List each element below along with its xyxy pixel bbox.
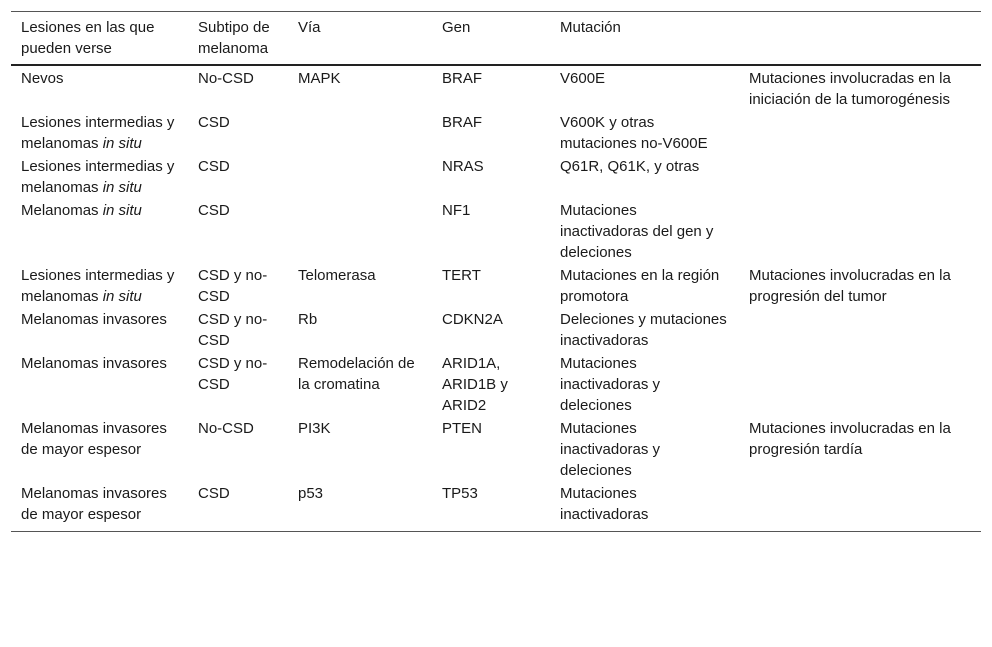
cell-mutacion: Q61R, Q61K, y otras [560, 158, 700, 175]
cell-subtipo: CSD y no-CSD [198, 355, 268, 393]
cell-via: Rb [298, 311, 318, 328]
cell-gen: BRAF [442, 70, 483, 87]
header-gen: Gen [442, 19, 471, 36]
table-header [11, 12, 981, 66]
cell-subtipo: CSD y no-CSD [198, 311, 268, 349]
cell-subtipo: No-CSD [198, 70, 254, 87]
cell-mutacion: V600E [560, 70, 606, 87]
cell-subtipo: No-CSD [198, 420, 254, 437]
cell-via: Remodelación de la cromatina [298, 355, 415, 393]
header-lesiones: Lesiones en las que pueden verse [21, 19, 155, 57]
cell-lesion-italic: in situ [102, 288, 142, 305]
cell-mutacion: Deleciones y mutaciones inactivadoras [560, 311, 727, 349]
table-row [11, 111, 981, 155]
cell-gen: NF1 [442, 202, 471, 219]
cell-lesion-italic: in situ [102, 135, 142, 152]
cell-lesion-italic: in situ [102, 179, 142, 196]
cell-lesion-text: Melanomas invasores [21, 355, 167, 372]
cell-subtipo: CSD [198, 485, 230, 502]
cell-gen: TP53 [442, 485, 478, 502]
cell-lesion [11, 65, 188, 111]
cell-nota [739, 111, 981, 155]
cell-lesion [11, 352, 188, 417]
cell-mutacion: Mutaciones en la región promotora [560, 267, 720, 305]
cell-lesion [11, 417, 188, 482]
cell-nota [739, 308, 981, 352]
header-notas [739, 12, 981, 66]
table-row [11, 417, 981, 482]
header-mutacion: Mutación [560, 19, 621, 36]
cell-gen: PTEN [442, 420, 483, 437]
cell-lesion [11, 308, 188, 352]
cell-lesion [11, 482, 188, 532]
cell-lesion-italic: in situ [102, 202, 142, 219]
cell-mutacion: Mutaciones inactivadoras [560, 485, 649, 523]
cell-lesion-text: Melanomas invasores de mayor espesor [21, 485, 167, 523]
cell-mutacion: Mutaciones inactivadoras del gen y deleciones [560, 202, 714, 261]
cell-gen: ARID1A, ARID1B y ARID2 [442, 355, 508, 414]
table-row [11, 65, 981, 111]
cell-lesion-text: Melanomas invasores [21, 311, 167, 328]
cell-lesion-text: Melanomas [21, 202, 103, 219]
table-row [11, 264, 981, 308]
cell-mutacion: V600K y otras mutaciones no-V600E [560, 114, 708, 152]
cell-gen: BRAF [442, 114, 483, 131]
cell-nota [739, 155, 981, 199]
cell-nota: Mutaciones involucradas en la progresión tardía [749, 420, 951, 458]
table-row [11, 308, 981, 352]
table-row [11, 199, 981, 264]
cell-via [288, 155, 432, 199]
cell-gen: TERT [442, 267, 481, 284]
cell-lesion-text: Melanomas invasores de mayor espesor [21, 420, 167, 458]
cell-subtipo: CSD [198, 114, 230, 131]
cell-nota [739, 352, 981, 417]
header-row [11, 12, 981, 66]
cell-via: PI3K [298, 420, 331, 437]
cell-nota [739, 482, 981, 532]
cell-lesion [11, 111, 188, 155]
cell-lesion-text: Lesiones intermedias y melanomas [21, 158, 175, 196]
cell-lesion [11, 264, 188, 308]
cell-mutacion: Mutaciones inactivadoras y deleciones [560, 355, 661, 414]
table-row [11, 352, 981, 417]
cell-subtipo: CSD [198, 158, 230, 175]
cell-via [288, 199, 432, 264]
cell-mutacion: Mutaciones inactivadoras y deleciones [560, 420, 661, 479]
cell-lesion-text: Lesiones intermedias y melanomas [21, 114, 175, 152]
cell-via: MAPK [298, 70, 341, 87]
header-via: Vía [298, 19, 321, 36]
cell-gen: NRAS [442, 158, 484, 175]
cell-nota [739, 199, 981, 264]
cell-lesion [11, 199, 188, 264]
cell-subtipo: CSD [198, 202, 230, 219]
cell-lesion-text: Lesiones intermedias y melanomas [21, 267, 175, 305]
table-row [11, 482, 981, 532]
header-subtipo: Subtipo de melanoma [198, 19, 270, 57]
table-body [11, 65, 981, 532]
mutation-table [11, 11, 981, 532]
cell-nota: Mutaciones involucradas en la iniciación de la tumorogénesis [749, 70, 951, 108]
table-row [11, 155, 981, 199]
cell-nota: Mutaciones involucradas en la progresión del tumor [749, 267, 951, 305]
cell-subtipo: CSD y no-CSD [198, 267, 268, 305]
cell-via: p53 [298, 485, 324, 502]
cell-via: Telomerasa [298, 267, 376, 284]
cell-lesion [11, 155, 188, 199]
cell-gen: CDKN2A [442, 311, 503, 328]
cell-lesion-text: Nevos [21, 70, 64, 87]
cell-via [288, 111, 432, 155]
